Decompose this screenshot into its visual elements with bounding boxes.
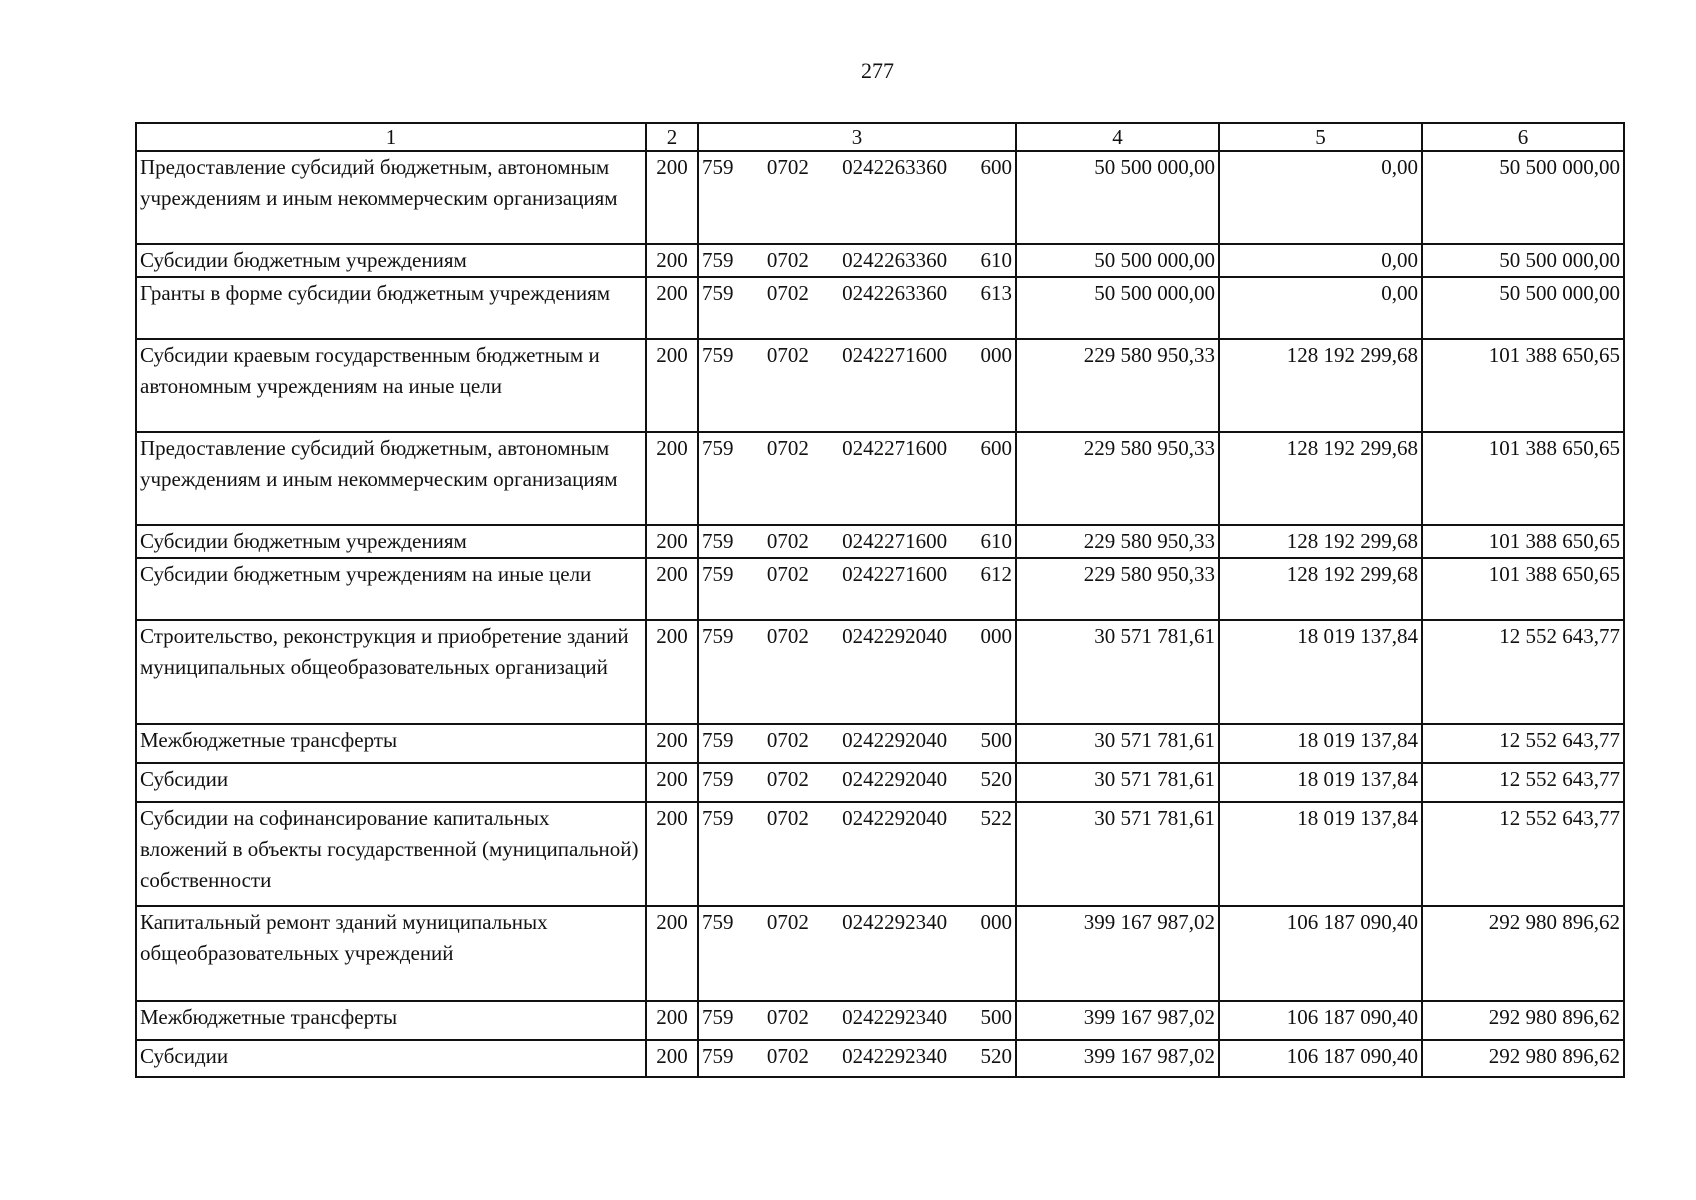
value-col-6: 12 552 643,77 xyxy=(1422,763,1624,802)
expense-type-code: 520 xyxy=(980,767,1012,791)
value-col-4: 229 580 950,33 xyxy=(1016,432,1219,525)
table-row xyxy=(136,525,1624,558)
table-row xyxy=(136,1040,1624,1077)
value-col-5: 0,00 xyxy=(1219,151,1422,244)
row-name: Капитальный ремонт зданий муниципальных общеобразовательных учреждений xyxy=(136,906,646,1001)
article-code: 0242271600 xyxy=(842,562,948,586)
row-classification xyxy=(698,244,1016,277)
dept-code: 759 xyxy=(702,624,734,648)
value-col-5: 128 192 299,68 xyxy=(1219,558,1422,620)
table-row xyxy=(136,724,1624,763)
table-row xyxy=(136,620,1624,724)
header-row xyxy=(136,123,1624,151)
value-col-6: 292 980 896,62 xyxy=(1422,1040,1624,1077)
dept-code: 759 xyxy=(702,436,734,460)
row-classification xyxy=(698,1040,1016,1077)
value-col-4: 30 571 781,61 xyxy=(1016,620,1219,724)
article-code: 0242263360 xyxy=(842,155,948,179)
row-code: 200 xyxy=(646,525,698,558)
value-col-5: 0,00 xyxy=(1219,244,1422,277)
row-name: Межбюджетные трансферты xyxy=(136,724,646,763)
value-col-6: 50 500 000,00 xyxy=(1422,151,1624,244)
row-code: 200 xyxy=(646,763,698,802)
row-classification xyxy=(698,277,1016,339)
value-col-5: 128 192 299,68 xyxy=(1219,432,1422,525)
row-code: 200 xyxy=(646,906,698,1001)
row-name: Строительство, реконструкция и приобретение зданий муниципальных общеобразовательных организаций xyxy=(136,620,646,724)
section-code: 0702 xyxy=(766,155,809,179)
expense-type-code: 000 xyxy=(980,910,1012,934)
section-code: 0702 xyxy=(766,624,809,648)
row-name: Субсидии бюджетным учреждениям xyxy=(136,244,646,277)
expense-type-code: 500 xyxy=(980,1005,1012,1029)
value-col-6: 292 980 896,62 xyxy=(1422,1001,1624,1040)
article-code: 0242292040 xyxy=(842,728,948,752)
value-col-5: 18 019 137,84 xyxy=(1219,763,1422,802)
column-header: 2 xyxy=(646,123,698,151)
section-code: 0702 xyxy=(766,1044,809,1068)
row-code: 200 xyxy=(646,277,698,339)
section-code: 0702 xyxy=(766,281,809,305)
section-code: 0702 xyxy=(766,562,809,586)
section-code: 0702 xyxy=(766,343,809,367)
row-classification xyxy=(698,620,1016,724)
column-header: 1 xyxy=(136,123,646,151)
value-col-4: 30 571 781,61 xyxy=(1016,724,1219,763)
value-col-4: 30 571 781,61 xyxy=(1016,802,1219,906)
dept-code: 759 xyxy=(702,1005,734,1029)
table-row xyxy=(136,151,1624,244)
value-col-4: 229 580 950,33 xyxy=(1016,525,1219,558)
row-name: Субсидии бюджетным учреждениям на иные цели xyxy=(136,558,646,620)
row-code: 200 xyxy=(646,244,698,277)
value-col-4: 30 571 781,61 xyxy=(1016,763,1219,802)
expense-type-code: 500 xyxy=(980,728,1012,752)
article-code: 0242292040 xyxy=(842,624,948,648)
value-col-6: 101 388 650,65 xyxy=(1422,339,1624,432)
value-col-5: 18 019 137,84 xyxy=(1219,620,1422,724)
dept-code: 759 xyxy=(702,806,734,830)
row-name: Субсидии краевым государственным бюджетным и автономным учреждениям на иные цели xyxy=(136,339,646,432)
dept-code: 759 xyxy=(702,562,734,586)
table-row xyxy=(136,763,1624,802)
value-col-6: 50 500 000,00 xyxy=(1422,244,1624,277)
value-col-4: 399 167 987,02 xyxy=(1016,1001,1219,1040)
expense-type-code: 600 xyxy=(980,436,1012,460)
table-row xyxy=(136,906,1624,1001)
section-code: 0702 xyxy=(766,248,809,272)
value-col-6: 12 552 643,77 xyxy=(1422,620,1624,724)
row-code: 200 xyxy=(646,724,698,763)
article-code: 0242263360 xyxy=(842,281,948,305)
row-code: 200 xyxy=(646,151,698,244)
section-code: 0702 xyxy=(766,806,809,830)
row-classification xyxy=(698,1001,1016,1040)
row-classification xyxy=(698,724,1016,763)
dept-code: 759 xyxy=(702,767,734,791)
value-col-5: 106 187 090,40 xyxy=(1219,906,1422,1001)
value-col-4: 399 167 987,02 xyxy=(1016,1040,1219,1077)
row-code: 200 xyxy=(646,339,698,432)
article-code: 0242271600 xyxy=(842,529,948,553)
dept-code: 759 xyxy=(702,155,734,179)
article-code: 0242292340 xyxy=(842,1044,948,1068)
dept-code: 759 xyxy=(702,1044,734,1068)
budget-table xyxy=(135,122,1625,1078)
row-classification xyxy=(698,906,1016,1001)
dept-code: 759 xyxy=(702,529,734,553)
section-code: 0702 xyxy=(766,1005,809,1029)
table-row xyxy=(136,1001,1624,1040)
section-code: 0702 xyxy=(766,529,809,553)
article-code: 0242292040 xyxy=(842,806,948,830)
row-classification xyxy=(698,432,1016,525)
row-name: Субсидии бюджетным учреждениям xyxy=(136,525,646,558)
row-name: Субсидии xyxy=(136,763,646,802)
row-code: 200 xyxy=(646,558,698,620)
row-name: Субсидии xyxy=(136,1040,646,1077)
row-code: 200 xyxy=(646,432,698,525)
article-code: 0242292340 xyxy=(842,910,948,934)
table-row xyxy=(136,558,1624,620)
value-col-4: 50 500 000,00 xyxy=(1016,244,1219,277)
dept-code: 759 xyxy=(702,281,734,305)
value-col-6: 101 388 650,65 xyxy=(1422,558,1624,620)
section-code: 0702 xyxy=(766,728,809,752)
value-col-5: 18 019 137,84 xyxy=(1219,802,1422,906)
section-code: 0702 xyxy=(766,436,809,460)
row-name: Субсидии на софинансирование капитальных вложений в объекты государственной (муниципальной) собственности xyxy=(136,802,646,906)
row-name: Предоставление субсидий бюджетным, автономным учреждениям и иным некоммерческим организациям xyxy=(136,151,646,244)
article-code: 0242271600 xyxy=(842,436,948,460)
column-header: 3 xyxy=(698,123,1016,151)
column-header: 5 xyxy=(1219,123,1422,151)
page-number: 277 xyxy=(861,58,894,83)
expense-type-code: 613 xyxy=(980,281,1012,305)
value-col-6: 292 980 896,62 xyxy=(1422,906,1624,1001)
dept-code: 759 xyxy=(702,910,734,934)
row-code: 200 xyxy=(646,802,698,906)
dept-code: 759 xyxy=(702,248,734,272)
dept-code: 759 xyxy=(702,343,734,367)
expense-type-code: 522 xyxy=(980,806,1012,830)
column-header: 6 xyxy=(1422,123,1624,151)
row-code: 200 xyxy=(646,620,698,724)
table-row xyxy=(136,339,1624,432)
row-classification xyxy=(698,802,1016,906)
value-col-5: 106 187 090,40 xyxy=(1219,1040,1422,1077)
value-col-5: 128 192 299,68 xyxy=(1219,525,1422,558)
row-code: 200 xyxy=(646,1040,698,1077)
value-col-6: 101 388 650,65 xyxy=(1422,432,1624,525)
value-col-6: 101 388 650,65 xyxy=(1422,525,1624,558)
article-code: 0242292340 xyxy=(842,1005,948,1029)
value-col-4: 229 580 950,33 xyxy=(1016,558,1219,620)
table-row xyxy=(136,244,1624,277)
row-name: Межбюджетные трансферты xyxy=(136,1001,646,1040)
value-col-5: 0,00 xyxy=(1219,277,1422,339)
expense-type-code: 610 xyxy=(980,248,1012,272)
value-col-5: 18 019 137,84 xyxy=(1219,724,1422,763)
row-classification xyxy=(698,558,1016,620)
row-name: Гранты в форме субсидии бюджетным учреждениям xyxy=(136,277,646,339)
table-row xyxy=(136,802,1624,906)
expense-type-code: 520 xyxy=(980,1044,1012,1068)
row-code: 200 xyxy=(646,1001,698,1040)
section-code: 0702 xyxy=(766,767,809,791)
table-row xyxy=(136,432,1624,525)
value-col-4: 229 580 950,33 xyxy=(1016,339,1219,432)
row-classification xyxy=(698,525,1016,558)
expense-type-code: 612 xyxy=(980,562,1012,586)
value-col-4: 50 500 000,00 xyxy=(1016,277,1219,339)
expense-type-code: 000 xyxy=(980,343,1012,367)
article-code: 0242292040 xyxy=(842,767,948,791)
expense-type-code: 000 xyxy=(980,624,1012,648)
table-row xyxy=(136,277,1624,339)
value-col-4: 50 500 000,00 xyxy=(1016,151,1219,244)
dept-code: 759 xyxy=(702,728,734,752)
column-header: 4 xyxy=(1016,123,1219,151)
row-classification xyxy=(698,339,1016,432)
expense-type-code: 600 xyxy=(980,155,1012,179)
section-code: 0702 xyxy=(766,910,809,934)
value-col-6: 12 552 643,77 xyxy=(1422,802,1624,906)
value-col-5: 128 192 299,68 xyxy=(1219,339,1422,432)
value-col-4: 399 167 987,02 xyxy=(1016,906,1219,1001)
expense-type-code: 610 xyxy=(980,529,1012,553)
article-code: 0242271600 xyxy=(842,343,948,367)
row-name: Предоставление субсидий бюджетным, автономным учреждениям и иным некоммерческим организациям xyxy=(136,432,646,525)
article-code: 0242263360 xyxy=(842,248,948,272)
row-classification xyxy=(698,151,1016,244)
value-col-6: 12 552 643,77 xyxy=(1422,724,1624,763)
value-col-6: 50 500 000,00 xyxy=(1422,277,1624,339)
row-classification xyxy=(698,763,1016,802)
value-col-5: 106 187 090,40 xyxy=(1219,1001,1422,1040)
